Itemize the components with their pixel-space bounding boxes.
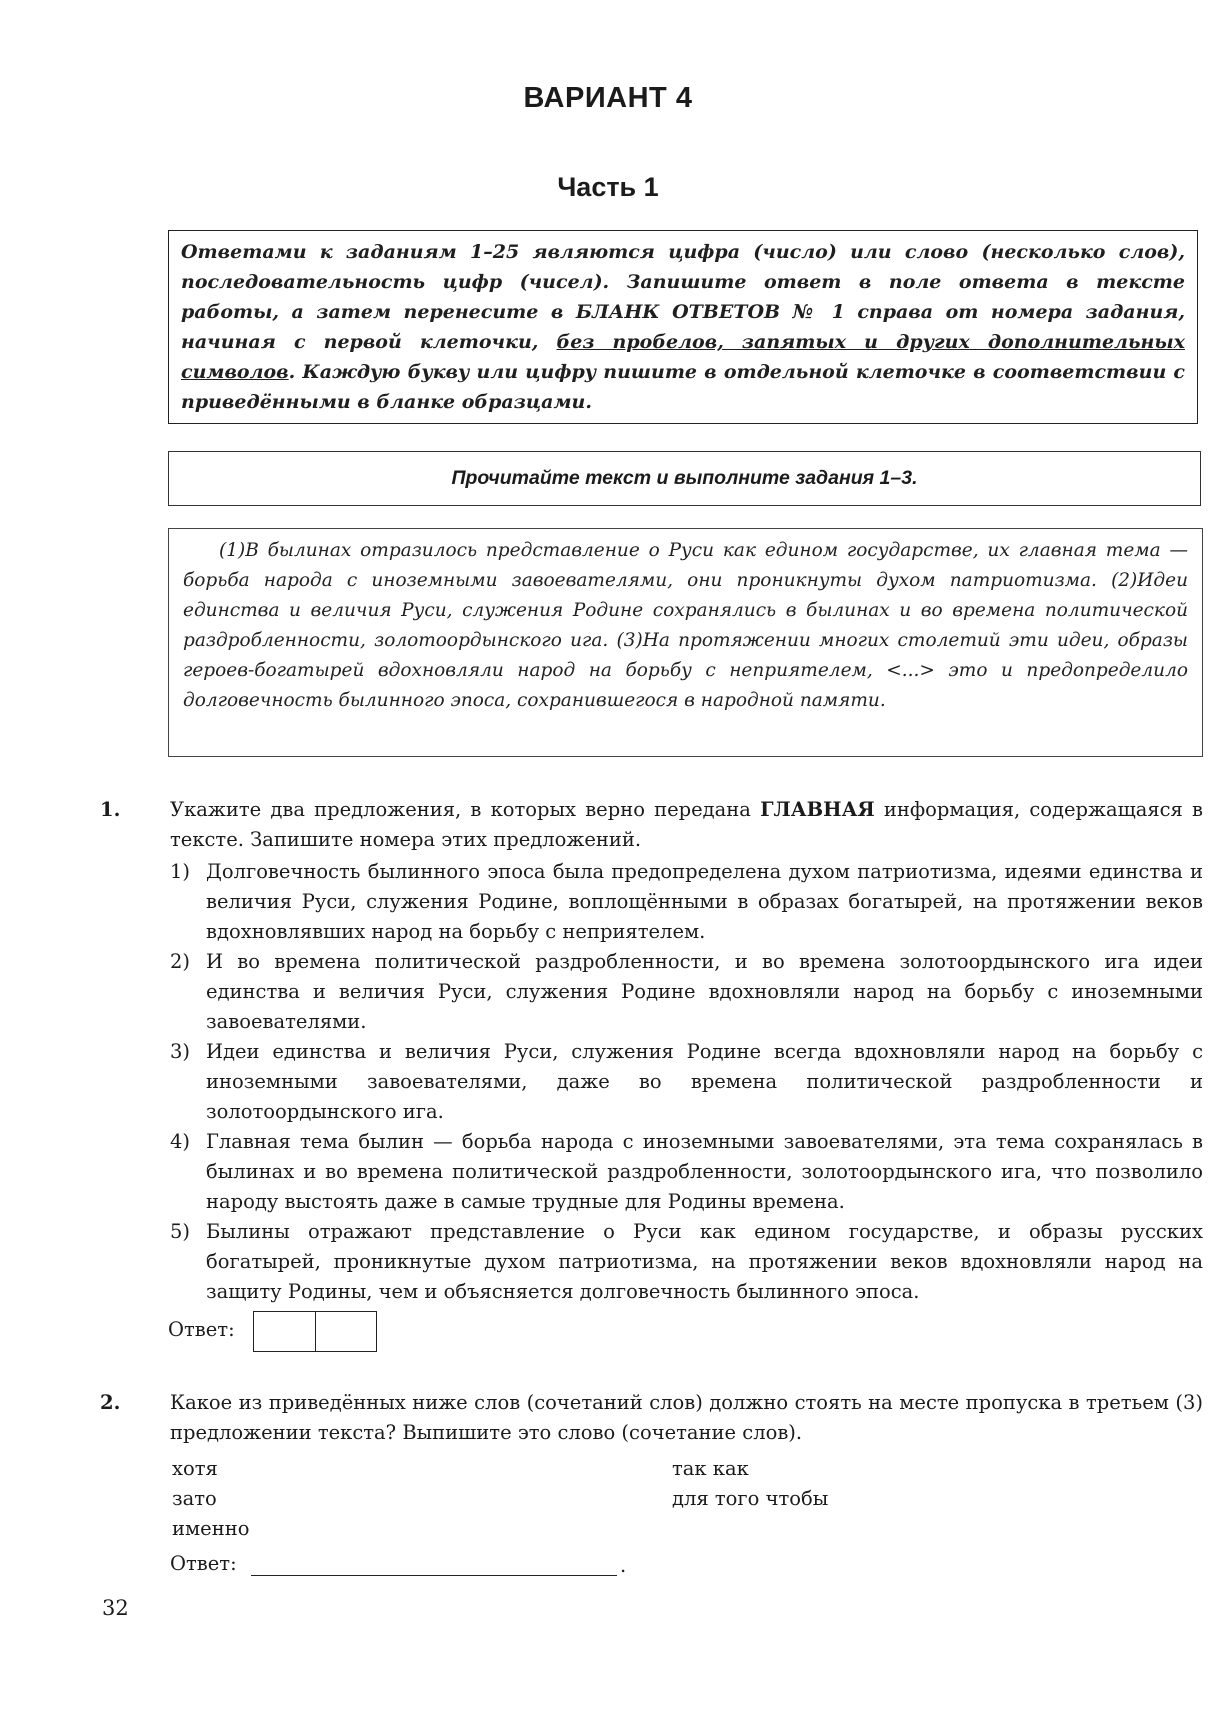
option-text: Идеи единства и величия Руси, служения Родине всегда вдохновляли народ на борьбу с иноземными завоевателями, даже во времена политической раздробленности и золотоордынского ига.: [206, 1040, 1203, 1123]
word-option: именно: [172, 1517, 250, 1540]
task-question: Какое из приведённых ниже слов (сочетаний слов) должно стоять на месте пропуска в третьем (3) предложении текста? Выпишите это слово (сочетание слов).: [170, 1391, 1203, 1444]
answer-label: Ответ:: [170, 1552, 237, 1575]
task-number: 1.: [100, 798, 121, 821]
option-item: [170, 1127, 1203, 1217]
option-number: 4): [170, 1130, 191, 1153]
option-number: 2): [170, 950, 191, 973]
read-prompt-box: [168, 451, 1201, 506]
answer-cell[interactable]: [316, 1312, 377, 1351]
page-number: 32: [102, 1596, 129, 1620]
answer-cells[interactable]: [253, 1311, 377, 1352]
word-option: зато: [172, 1487, 217, 1510]
answer-label: Ответ:: [168, 1318, 235, 1341]
option-text: Главная тема былин — борьба народа с иноземными завоевателями, эта тема сохранялась в былинах и во времена политической раздробленности, золотоордынского ига, что позволило народу выстоять даже в самые трудные для Родины времена.: [206, 1130, 1203, 1213]
word-option: хотя: [172, 1457, 218, 1480]
read-prompt: Прочитайте текст и выполните задания 1–3.: [451, 467, 918, 489]
task-question: [170, 795, 1203, 855]
option-item: [170, 857, 1203, 947]
instructions-box: [168, 230, 1198, 424]
word-option: для того чтобы: [672, 1487, 829, 1510]
option-number: 1): [170, 860, 191, 883]
answer-end: .: [620, 1554, 627, 1577]
answer-line[interactable]: [251, 1575, 617, 1576]
answer-cell[interactable]: [254, 1312, 316, 1351]
option-item: [170, 1037, 1203, 1127]
word-list-left: [172, 1454, 249, 1544]
question-text: Укажите два предложения, в которых верно передана: [170, 798, 761, 821]
option-item: [170, 947, 1203, 1037]
option-text: Былины отражают представление о Руси как едином государстве, и образы русских богатырей, проникнутые духом патриотизма, на протяжении веков вдохновляли народ на защиту Родины, чем и объясняется долговечность былинного эпоса.: [206, 1220, 1203, 1303]
question-bold: ГЛАВНАЯ: [760, 798, 875, 821]
word-option: так как: [672, 1457, 749, 1480]
option-text: Долговечность былинного эпоса была предопределена духом патриотизма, идеями единства и величия Руси, служения Родине, воплощёнными в образах богатырей, на протяжении веков вдохновлявших народ на борьбу с неприятелем.: [206, 860, 1203, 943]
part-title: Часть 1: [557, 172, 659, 202]
task-number: 2.: [100, 1391, 121, 1414]
instructions-text: Ответами к заданиям 1–25 являются цифра (число) или слово (несколько слов), последовательность цифр (чисел). Запишите ответ в поле ответа в тексте работы, а затем перенесите в БЛАНК ОТВЕТОВ № 1 справа от номера задания, начиная с первой клеточки,: [181, 241, 1185, 353]
option-text: И во времена политической раздробленности, и во времена золотоордынского ига идеи единства и величия Руси, служения Родине вдохновляли народ на борьбу с иноземными завоевателями.: [206, 950, 1203, 1033]
option-item: [170, 1217, 1203, 1307]
passage-box: [168, 528, 1203, 757]
variant-title: ВАРИАНТ 4: [523, 82, 693, 114]
passage-text: (1)В былинах отразилось представление о Руси как едином государстве, их главная тема — борьба народа с иноземными завоевателями, они проникнуты духом патриотизма. (2)Идеи единства и величия Руси, служения Родине сохранялись в былинах и во времена политической раздробленности, золотоордынского ига. (3)На протяжении многих столетий эти идеи, образы героев-богатырей вдохновляли народ на борьбу с неприятелем, <...> это и предопределило долговечность былинного эпоса, сохранившегося в народной памяти.: [183, 540, 1188, 711]
instructions-text-end: . Каждую букву или цифру пишите в отдельной клеточке в соответствии с приведёнными в бланке образцами.: [181, 361, 1185, 413]
task-1-options: [170, 857, 1203, 1307]
question-text-end: информация, содержащаяся в тексте. Запишите номера этих предложений.: [170, 798, 1204, 851]
word-list-right: [672, 1454, 828, 1514]
instructions-underlined: без пробелов, запятых и других дополнительных символов: [181, 331, 1185, 383]
option-number: 5): [170, 1220, 191, 1243]
option-number: 3): [170, 1040, 191, 1063]
